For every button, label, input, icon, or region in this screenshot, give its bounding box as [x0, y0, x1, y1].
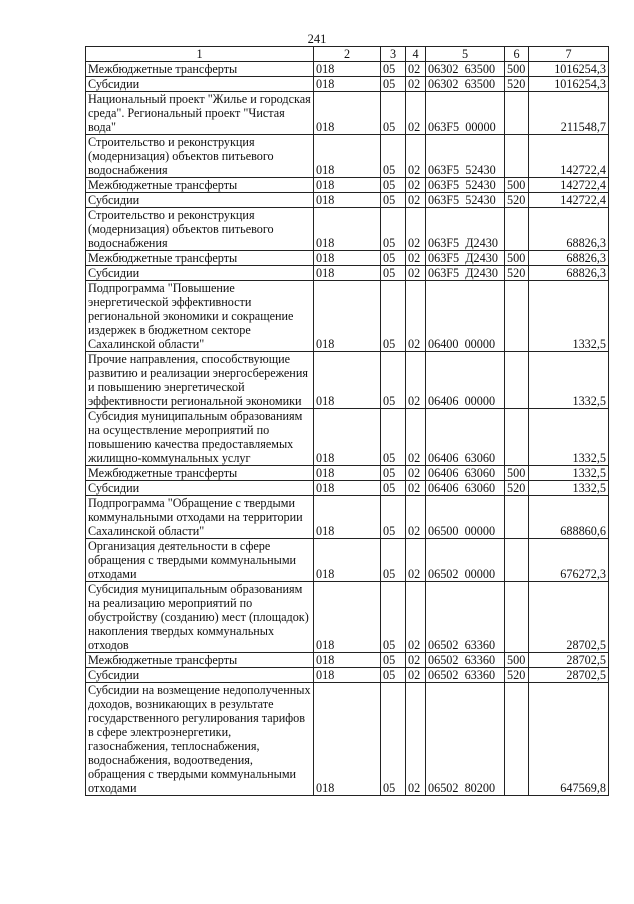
budget-table — [85, 46, 609, 796]
row-ministry-code: 018 — [314, 683, 381, 796]
row-section-code: 05 — [381, 266, 406, 281]
row-section-code: 05 — [381, 352, 406, 409]
row-name: Межбюджетные трансферты — [86, 178, 314, 193]
row-ministry-code: 018 — [314, 409, 381, 466]
column-header: 2 — [314, 47, 381, 62]
row-target-code: 063F5 52430 — [426, 135, 505, 178]
row-name: Межбюджетные трансферты — [86, 653, 314, 668]
row-amount: 142722,4 — [529, 135, 609, 178]
row-ministry-code: 018 — [314, 251, 381, 266]
row-section-code: 05 — [381, 62, 406, 77]
row-ministry-code: 018 — [314, 77, 381, 92]
row-expense-type — [505, 539, 529, 582]
row-subsection-code: 02 — [406, 653, 426, 668]
table-row — [86, 683, 609, 796]
table-row — [86, 281, 609, 352]
row-ministry-code: 018 — [314, 266, 381, 281]
header-row — [86, 47, 609, 62]
row-target-code: 06406 63060 — [426, 466, 505, 481]
table-row — [86, 582, 609, 653]
column-header: 6 — [505, 47, 529, 62]
row-subsection-code: 02 — [406, 409, 426, 466]
row-subsection-code: 02 — [406, 193, 426, 208]
row-amount: 142722,4 — [529, 193, 609, 208]
row-expense-type: 520 — [505, 77, 529, 92]
row-target-code: 063F5 52430 — [426, 193, 505, 208]
row-amount: 28702,5 — [529, 653, 609, 668]
row-subsection-code: 02 — [406, 92, 426, 135]
table-row — [86, 539, 609, 582]
row-amount: 28702,5 — [529, 668, 609, 683]
row-section-code: 05 — [381, 481, 406, 496]
row-target-code: 06502 63360 — [426, 653, 505, 668]
row-ministry-code: 018 — [314, 281, 381, 352]
row-name: Строительство и реконструкция (модернизация) объектов питьевого водоснабжения — [86, 208, 314, 251]
row-section-code: 05 — [381, 178, 406, 193]
row-section-code: 05 — [381, 668, 406, 683]
row-target-code: 06406 63060 — [426, 481, 505, 496]
row-amount: 688860,6 — [529, 496, 609, 539]
row-section-code: 05 — [381, 92, 406, 135]
row-subsection-code: 02 — [406, 266, 426, 281]
column-header: 7 — [529, 47, 609, 62]
row-name: Субсидии — [86, 266, 314, 281]
row-subsection-code: 02 — [406, 251, 426, 266]
row-subsection-code: 02 — [406, 668, 426, 683]
row-expense-type: 520 — [505, 481, 529, 496]
row-subsection-code: 02 — [406, 178, 426, 193]
row-expense-type — [505, 92, 529, 135]
row-expense-type — [505, 352, 529, 409]
row-section-code: 05 — [381, 539, 406, 582]
row-subsection-code: 02 — [406, 481, 426, 496]
column-header: 1 — [86, 47, 314, 62]
row-amount: 68826,3 — [529, 208, 609, 251]
row-name: Субсидия муниципальным образованиям на реализацию мероприятий по обустройству (созданию) мест (площадок) накопления твердых коммунальных отходов — [86, 582, 314, 653]
row-expense-type — [505, 135, 529, 178]
row-section-code: 05 — [381, 496, 406, 539]
row-ministry-code: 018 — [314, 481, 381, 496]
row-ministry-code: 018 — [314, 466, 381, 481]
column-header: 3 — [381, 47, 406, 62]
table-row — [86, 77, 609, 92]
row-subsection-code: 02 — [406, 208, 426, 251]
row-section-code: 05 — [381, 251, 406, 266]
row-amount: 1016254,3 — [529, 62, 609, 77]
row-expense-type: 500 — [505, 178, 529, 193]
table-row — [86, 92, 609, 135]
row-expense-type — [505, 281, 529, 352]
row-section-code: 05 — [381, 683, 406, 796]
row-expense-type: 500 — [505, 466, 529, 481]
table-row — [86, 496, 609, 539]
row-amount: 142722,4 — [529, 178, 609, 193]
row-amount: 1332,5 — [529, 466, 609, 481]
table-row — [86, 409, 609, 466]
row-name: Субсидия муниципальным образованиям на осуществление мероприятий по повышению качества предоставляемых жилищно-коммунальных услуг — [86, 409, 314, 466]
table-row — [86, 466, 609, 481]
row-ministry-code: 018 — [314, 92, 381, 135]
row-expense-type — [505, 208, 529, 251]
column-header: 5 — [426, 47, 505, 62]
row-name: Межбюджетные трансферты — [86, 466, 314, 481]
row-expense-type — [505, 683, 529, 796]
row-amount: 68826,3 — [529, 266, 609, 281]
row-amount: 211548,7 — [529, 92, 609, 135]
row-expense-type — [505, 582, 529, 653]
row-target-code: 06400 00000 — [426, 281, 505, 352]
row-amount: 28702,5 — [529, 582, 609, 653]
table-row — [86, 481, 609, 496]
row-subsection-code: 02 — [406, 77, 426, 92]
row-ministry-code: 018 — [314, 193, 381, 208]
row-amount: 647569,8 — [529, 683, 609, 796]
row-section-code: 05 — [381, 281, 406, 352]
row-amount: 1332,5 — [529, 409, 609, 466]
row-name: Строительство и реконструкция (модернизация) объектов питьевого водоснабжения — [86, 135, 314, 178]
row-target-code: 06406 00000 — [426, 352, 505, 409]
row-ministry-code: 018 — [314, 653, 381, 668]
row-name: Подпрограмма "Повышение энергетической эффективности региональной экономики и сокращение издержек в бюджетном секторе Сахалинской области" — [86, 281, 314, 352]
row-ministry-code: 018 — [314, 178, 381, 193]
row-ministry-code: 018 — [314, 539, 381, 582]
row-expense-type — [505, 496, 529, 539]
row-expense-type: 500 — [505, 653, 529, 668]
table-row — [86, 653, 609, 668]
row-target-code: 06502 80200 — [426, 683, 505, 796]
row-name: Подпрограмма "Обращение с твердыми коммунальными отходами на территории Сахалинской области" — [86, 496, 314, 539]
row-amount: 1332,5 — [529, 352, 609, 409]
row-target-code: 06302 63500 — [426, 62, 505, 77]
row-expense-type: 520 — [505, 266, 529, 281]
table-row — [86, 668, 609, 683]
row-section-code: 05 — [381, 193, 406, 208]
row-name: Субсидии — [86, 668, 314, 683]
table-row — [86, 208, 609, 251]
row-name: Субсидии — [86, 481, 314, 496]
row-amount: 1332,5 — [529, 481, 609, 496]
row-section-code: 05 — [381, 409, 406, 466]
table-row — [86, 135, 609, 178]
row-target-code: 06302 63500 — [426, 77, 505, 92]
row-target-code: 063F5 00000 — [426, 92, 505, 135]
table-row — [86, 178, 609, 193]
row-subsection-code: 02 — [406, 352, 426, 409]
row-subsection-code: 02 — [406, 466, 426, 481]
row-name: Субсидии — [86, 77, 314, 92]
row-section-code: 05 — [381, 466, 406, 481]
row-expense-type — [505, 409, 529, 466]
row-target-code: 063F5 Д2430 — [426, 266, 505, 281]
row-ministry-code: 018 — [314, 208, 381, 251]
row-target-code: 06500 00000 — [426, 496, 505, 539]
row-expense-type: 520 — [505, 193, 529, 208]
row-target-code: 063F5 Д2430 — [426, 251, 505, 266]
table-row — [86, 251, 609, 266]
row-expense-type: 520 — [505, 668, 529, 683]
row-ministry-code: 018 — [314, 135, 381, 178]
column-header: 4 — [406, 47, 426, 62]
row-name: Межбюджетные трансферты — [86, 251, 314, 266]
row-amount: 68826,3 — [529, 251, 609, 266]
row-section-code: 05 — [381, 135, 406, 178]
row-target-code: 06406 63060 — [426, 409, 505, 466]
table-row — [86, 62, 609, 77]
row-target-code: 06502 00000 — [426, 539, 505, 582]
row-target-code: 06502 63360 — [426, 582, 505, 653]
row-name: Прочие направления, способствующие развитию и реализации энергосбережения и повышению энергетической эффективности региональной экономики — [86, 352, 314, 409]
row-subsection-code: 02 — [406, 62, 426, 77]
row-target-code: 06502 63360 — [426, 668, 505, 683]
row-ministry-code: 018 — [314, 668, 381, 683]
row-target-code: 063F5 Д2430 — [426, 208, 505, 251]
row-subsection-code: 02 — [406, 539, 426, 582]
row-amount: 676272,3 — [529, 539, 609, 582]
row-name: Субсидии на возмещение недополученных доходов, возникающих в результате государственного регулирования тарифов в сфере электроэнергетики, газоснабжения, теплоснабжения, водоснабжения, водоотведения, обращения с твердыми коммунальными отходами — [86, 683, 314, 796]
row-subsection-code: 02 — [406, 496, 426, 539]
row-section-code: 05 — [381, 77, 406, 92]
row-subsection-code: 02 — [406, 135, 426, 178]
row-amount: 1332,5 — [529, 281, 609, 352]
page-number: 241 — [307, 32, 327, 46]
row-subsection-code: 02 — [406, 582, 426, 653]
row-name: Субсидии — [86, 193, 314, 208]
row-ministry-code: 018 — [314, 62, 381, 77]
row-subsection-code: 02 — [406, 683, 426, 796]
row-section-code: 05 — [381, 208, 406, 251]
table-row — [86, 266, 609, 281]
row-expense-type: 500 — [505, 251, 529, 266]
row-name: Организация деятельности в сфере обращения с твердыми коммунальными отходами — [86, 539, 314, 582]
row-subsection-code: 02 — [406, 281, 426, 352]
row-ministry-code: 018 — [314, 352, 381, 409]
row-section-code: 05 — [381, 582, 406, 653]
row-amount: 1016254,3 — [529, 77, 609, 92]
row-name: Межбюджетные трансферты — [86, 62, 314, 77]
row-expense-type: 500 — [505, 62, 529, 77]
row-name: Национальный проект "Жилье и городская среда". Региональный проект "Чистая вода" — [86, 92, 314, 135]
row-section-code: 05 — [381, 653, 406, 668]
table-row — [86, 352, 609, 409]
row-ministry-code: 018 — [314, 582, 381, 653]
table-row — [86, 193, 609, 208]
row-ministry-code: 018 — [314, 496, 381, 539]
row-target-code: 063F5 52430 — [426, 178, 505, 193]
